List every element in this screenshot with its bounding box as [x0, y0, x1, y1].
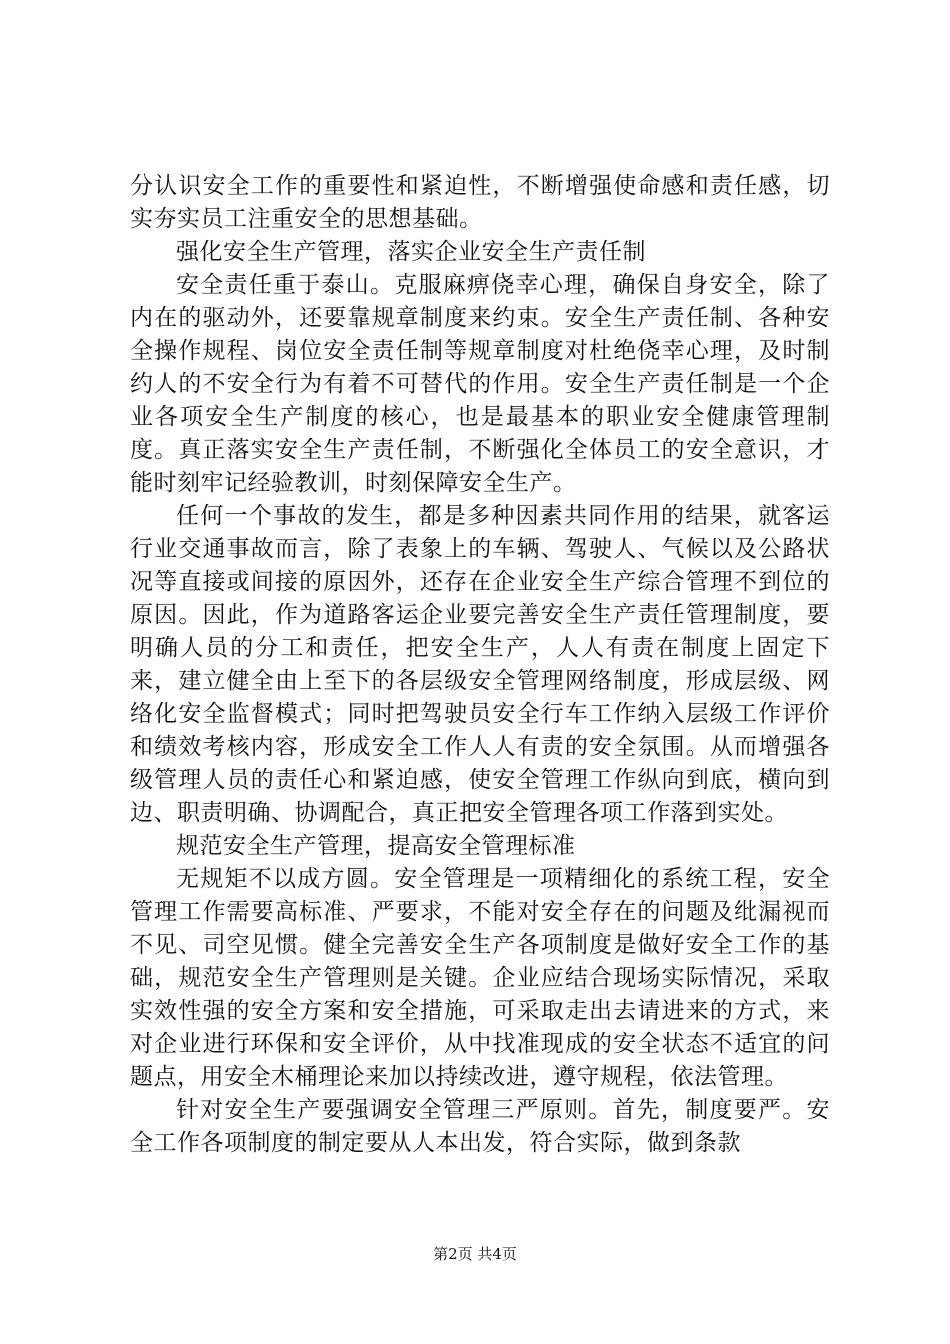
paragraph: 安全责任重于泰山。克服麻痹侥幸心理，确保自身安全，除了内在的驱动外，还要靠规章制度来约束。安全生产责任制、各种安全操作规程、岗位安全责任制等规章制度对杜绝侥幸心理，及时制约人的不安全行为有着不可替代的作用。安全生产责任制是一个企业各项安全生产制度的核心，也是最基本的职业安全健康管理制度。真正落实安全生产责任制，不断强化全体员工的安全意识，才能时刻牢记经验教训，时刻保障安全生产。 [130, 272, 830, 496]
paragraph-continued: 分认识安全工作的重要性和紧迫性，不断增强使命感和责任感，切实夯实员工注重安全的思想基础。 [130, 173, 830, 232]
document-body [130, 170, 830, 1160]
section-heading: 规范安全生产管理，提高安全管理标准 [176, 833, 576, 859]
paragraph: 针对安全生产要强调安全管理三严原则。首先，制度要严。安全工作各项制度的制定要从人本出发，符合实际，做到条款 [130, 1097, 830, 1156]
section-heading: 强化安全生产管理，落实企业安全生产责任制 [176, 239, 646, 265]
paragraph: 任何一个事故的发生，都是多种因素共同作用的结果，就客运行业交通事故而言，除了表象上的车辆、驾驶人、气候以及公路状况等直接或间接的原因外，还存在企业安全生产综合管理不到位的原因。因此，作为道路客运企业要完善安全生产责任管理制度，要明确人员的分工和责任，把安全生产，人人有责在制度上固定下来，建立健全由上至下的各层级安全管理网络制度，形成层级、网络化安全监督模式；同时把驾驶员安全行车工作纳入层级工作评价和绩效考核内容，形成安全工作人人有责的安全氛围。从而增强各级管理人员的责任心和紧迫感，使安全管理工作纵向到底，横向到边、职责明确、协调配合，真正把安全管理各项工作落到实处。 [130, 503, 830, 826]
page-footer: 第2页 共4页 [433, 1245, 517, 1263]
paragraph: 无规矩不以成方圆。安全管理是一项精细化的系统工程，安全管理工作需要高标准、严要求，不能对安全存在的问题及纰漏视而不见、司空见惯。健全完善安全生产各项制度是做好安全工作的基础，规范安全生产管理则是关键。企业应结合现场实际情况，采取实效性强的安全方案和安全措施，可采取走出去请进来的方式，来对企业进行环保和安全评价，从中找准现成的安全状态不适宜的问题点，用安全木桶理论来加以持续改进，遵守规程，依法管理。 [130, 866, 830, 1090]
